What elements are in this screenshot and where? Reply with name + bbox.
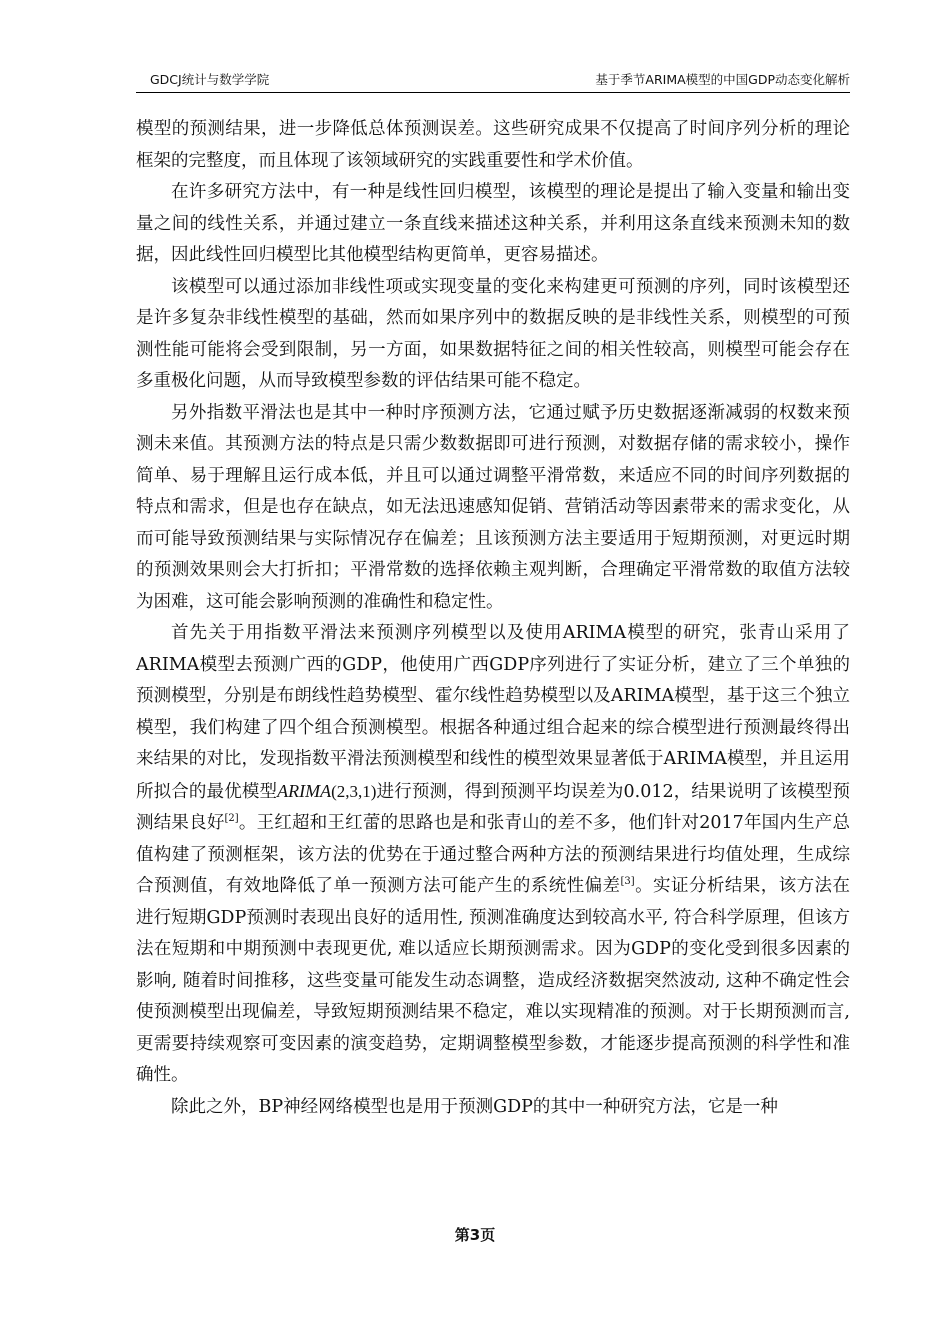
paragraph-arima-text-d: 。实证分析结果，该方法在进行短期GDP预测时表现出良好的适用性, 预测准确度达到较高水平, 符合科学原理，但该方法在短期和中期预测中表现更优, 难以适应长期预测需求。因为GDP的变化受到很多因素的影响, 随着时间推移，这些变量可能发生动态调整，造成经济数据突然波动, 这种不确定性会使预测模型出现偏差，导致短期预测结果不稳定，难以实现精准的预测。对于长期预测而言, 更需要持续观察可变因素的演变趋势，定期调整模型参数，才能逐步提高预测的科学性和准确性。 — [136, 876, 851, 1085]
citation-ref-3: [3] — [620, 876, 635, 888]
page-number: 第3页 — [454, 1226, 496, 1244]
header-paper-title: 基于季节ARIMA模型的中国GDP动态变化解析 — [595, 72, 850, 87]
running-header — [136, 68, 850, 93]
citation-ref-2: [2] — [224, 813, 239, 825]
paragraph-arima-research — [136, 618, 850, 1092]
arima-model-order: (2,3,1) — [331, 781, 377, 801]
paragraph-arima-text-c: 。王红超和王红蕾的思路也是和张青山的差不多，他们针对2017年国内生产总值构建了预测框架，该方法的优势在于通过整合两种方法的预测结果进行均值处理，生成综合预测值，有效地降低了单一预测方法可能产生的系统性偏差 — [136, 813, 850, 896]
paragraph-linear-regression: 在许多研究方法中，有一种是线性回归模型，该模型的理论是提出了输入变量和输出变量之间的线性关系，并通过建立一条直线来描述这种关系，并利用这条直线来预测未知的数据，因此线性回归模型比其他模型结构更简单，更容易描述。 — [136, 182, 850, 265]
paragraph-continued: 模型的预测结果，进一步降低总体预测误差。这些研究成果不仅提高了时间序列分析的理论框架的完整度，而且体现了该领域研究的实践重要性和学术价值。 — [136, 119, 850, 171]
body-text — [136, 114, 850, 1123]
paragraph-exponential-smoothing: 另外指数平滑法也是其中一种时序预测方法，它通过赋予历史数据逐渐减弱的权数来预测未来值。其预测方法的特点是只需少数数据即可进行预测，对数据存储的需求较小，操作简单、易于理解且运行成本低，并且可以通过调整平滑常数，来适应不同的时间序列数据的特点和需求，但是也存在缺点，如无法迅速感知促销、营销活动等因素带来的需求变化，从而可能导致预测结果与实际情况存在偏差；且该预测方法主要适用于短期预测，对更远时期的预测效果则会大打折扣；平滑常数的选择依赖主观判断，合理确定平滑常数的取值方法较为困难，这可能会影响预测的准确性和稳定性。 — [136, 402, 850, 612]
header-institution: GDCJ统计与数学学院 — [150, 72, 270, 87]
arima-model-name: ARIMA — [277, 780, 332, 801]
paragraph-arima-text-b: 进行预测，得到预测平均误差为0.012，结果说明了该模型预测结果良好 — [136, 781, 850, 833]
paragraph-linear-regression-limits: 该模型可以通过添加非线性项或实现变量的变化来构建更可预测的序列，同时该模型还是许多复杂非线性模型的基础，然而如果序列中的数据反映的是非线性关系，则模型的可预测性能可能将会受到限制，另一方面，如果数据特征之间的相关性较高，则模型可能会存在多重极化问题，从而导致模型参数的评估结果可能不稳定。 — [136, 276, 850, 391]
paragraph-arima-text-a: 首先关于用指数平滑法来预测序列模型以及使用ARIMA模型的研究，张青山采用了ARIMA模型去预测广西的GDP，他使用广西GDP序列进行了实证分析，建立了三个单独的预测模型，分别是布朗线性趋势模型、霍尔线性趋势模型以及ARIMA模型，基于这三个独立模型，我们构建了四个组合预测模型。根据各种通过组合起来的综合模型进行预测最终得出来结果的对比，发现指数平滑法预测模型和线性的模型效果显著低于ARIMA模型，并且运用所拟合的最优模型 — [136, 623, 850, 802]
paragraph-bp-network: 除此之外，BP神经网络模型也是用于预测GDP的其中一种研究方法，它是一种 — [171, 1096, 778, 1117]
